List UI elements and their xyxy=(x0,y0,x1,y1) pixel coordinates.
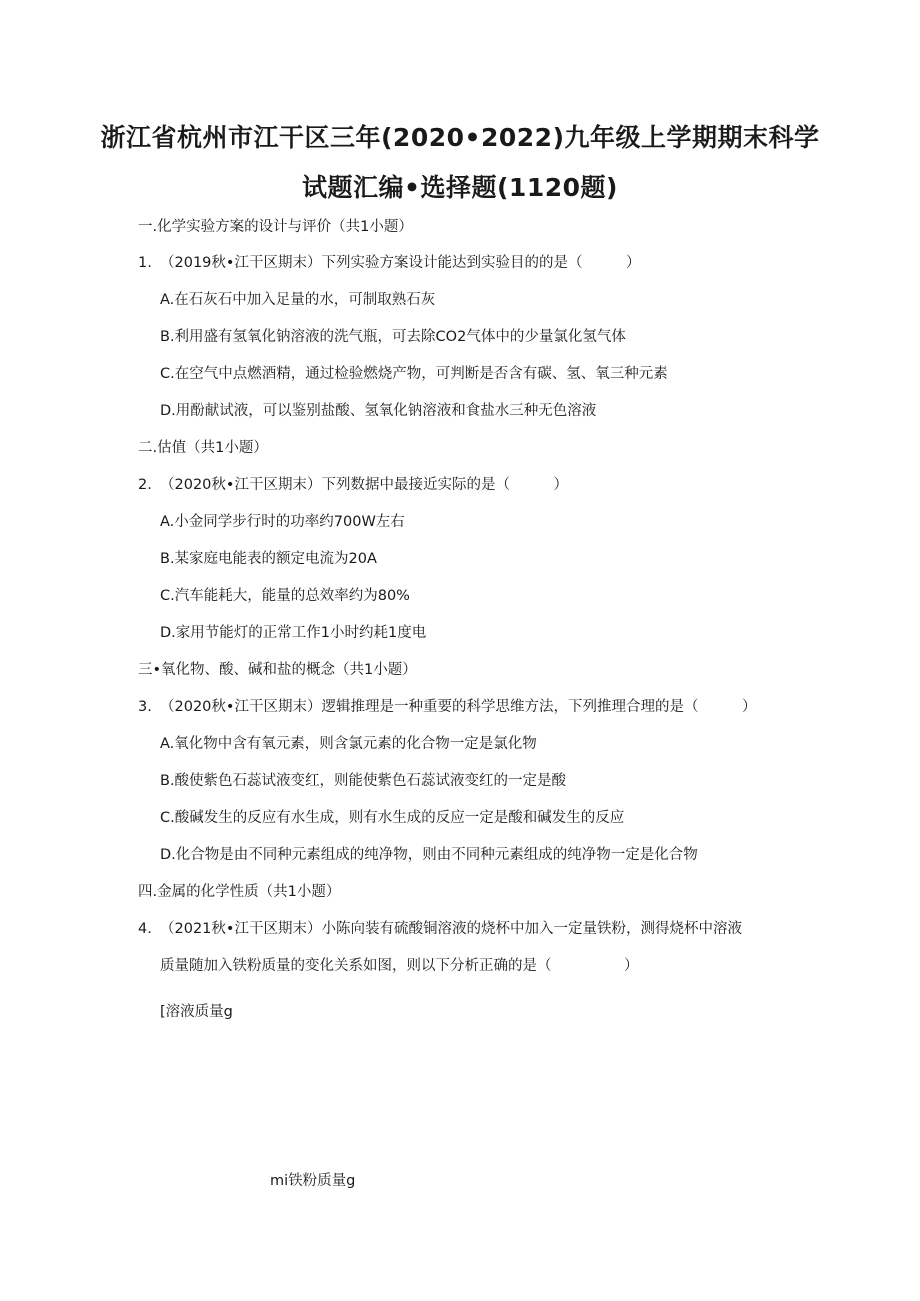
question-1 xyxy=(138,253,640,273)
question-3 xyxy=(138,697,756,717)
question-text: （2020秋•江干区期末）逻辑推理是一种重要的科学思维方法，下列推理合理的是（ ） xyxy=(160,699,757,715)
question-text: （2019秋•江干区期末）下列实验方案设计能达到实验目的的是（ ） xyxy=(160,255,641,271)
figure-y-axis-label: [溶液质量g xyxy=(160,1004,233,1020)
question-4-continuation: 质量随加入铁粉质量的变化关系如图，则以下分析正确的是（ ） xyxy=(160,958,639,974)
document-title-line1: 浙江省杭州市江干区三年(2020•2022)九年级上学期期末科学 xyxy=(100,123,820,152)
question-1-option-b: B.利用盛有氢氧化钠溶液的洗气瓶，可去除CO2气体中的少量氯化氢气体 xyxy=(160,329,626,345)
question-1-option-c: C.在空气中点燃酒精，通过检验燃烧产物，可判断是否含有碳、氢、氧三种元素 xyxy=(160,366,668,382)
question-number: 4. xyxy=(138,921,152,937)
question-2-option-d: D.家用节能灯的正常工作1小时约耗1度电 xyxy=(160,625,427,641)
question-3-option-a: A.氧化物中含有氧元素，则含氯元素的化合物一定是氯化物 xyxy=(160,736,537,752)
section-heading-3: 三•氧化物、酸、碱和盐的概念（共1小题） xyxy=(138,662,417,678)
question-2-option-c: C.汽车能耗大，能量的总效率约为80% xyxy=(160,588,410,604)
question-3-option-b: B.酸使紫色石蕊试液变红，则能使紫色石蕊试液变红的一定是酸 xyxy=(160,773,567,789)
question-text: （2020秋•江干区期末）下列数据中最接近实际的是（ ） xyxy=(160,477,568,493)
question-text: （2021秋•江干区期末）小陈向装有硫酸铜溶液的烧杯中加入一定量铁粉，测得烧杯中溶液 xyxy=(160,921,742,937)
question-2-option-b: B.某家庭电能表的额定电流为20A xyxy=(160,551,377,567)
section-heading-1: 一.化学实验方案的设计与评价（共1小题） xyxy=(138,219,413,235)
question-2 xyxy=(138,475,568,495)
question-number: 1. xyxy=(138,255,152,271)
question-1-option-a: A.在石灰石中加入足量的水，可制取熟石灰 xyxy=(160,292,436,308)
document-title-line2: 试题汇编•选择题(1120题) xyxy=(302,173,618,202)
question-3-option-d: D.化合物是由不同种元素组成的纯净物，则由不同种元素组成的纯净物一定是化合物 xyxy=(160,847,698,863)
question-1-option-d: D.用酚献试液，可以鉴别盐酸、氢氧化钠溶液和食盐水三种无色溶液 xyxy=(160,403,597,419)
figure-x-axis-label: mi铁粉质量g xyxy=(270,1173,356,1189)
section-heading-2: 二.估值（共1小题） xyxy=(138,440,268,456)
question-2-option-a: A.小金同学步行时的功率约700W左右 xyxy=(160,514,405,530)
section-heading-4: 四.金属的化学性质（共1小题） xyxy=(138,884,341,900)
question-3-option-c: C.酸碱发生的反应有水生成，则有水生成的反应一定是酸和碱发生的反应 xyxy=(160,810,625,826)
question-number: 2. xyxy=(138,477,152,493)
question-number: 3. xyxy=(138,699,152,715)
question-4 xyxy=(138,919,742,939)
